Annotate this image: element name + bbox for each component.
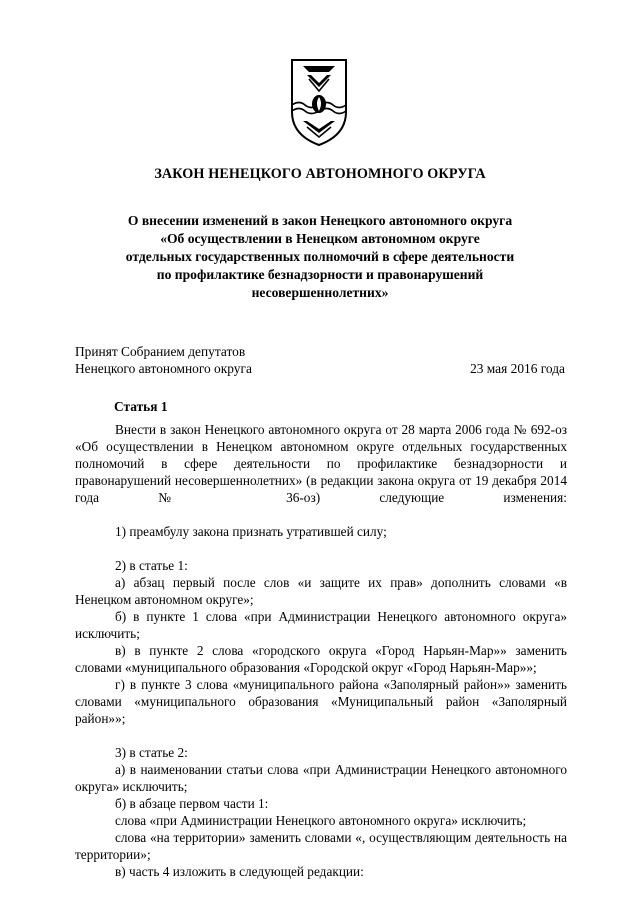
paragraph: 1) преамбулу закона признать утратившей силу;: [115, 524, 387, 539]
law-subtitle: [70, 212, 570, 302]
coat-of-arms-icon: [289, 57, 349, 147]
article-body: [75, 421, 567, 880]
paragraph: 2) в статье 1:: [115, 558, 188, 573]
paragraph: г) в пункте 3 слова «муниципального района «Заполярный район»» заменить словами «муниципального образования «Муниципальный район «Заполярный район»»;: [75, 677, 567, 726]
paragraph: в) в пункте 2 слова «городского округа «Город Нарьян-Мар»» заменить словами «муниципального образования «Городской округ «Город Нарьян-Мар»»;: [75, 643, 567, 675]
paragraph: б) в абзаце первом части 1:: [115, 796, 269, 811]
adoption-date: 23 мая 2016 года: [470, 361, 565, 376]
adopted-by-line: Принят Собранием депутатов: [75, 344, 246, 359]
paragraph: б) в пункте 1 слова «при Администрации Ненецкого автономного округа» исключить;: [75, 609, 567, 641]
subtitle-line: по профилактике безнадзорности и правонарушений: [156, 267, 484, 282]
subtitle-line: несовершеннолетних»: [251, 285, 389, 300]
paragraph: 3) в статье 2:: [115, 745, 188, 760]
adopted-by-line: Ненецкого автономного округа: [75, 361, 252, 376]
subtitle-line: отдельных государственных полномочий в сфере деятельности: [125, 249, 515, 264]
paragraph: Внести в закон Ненецкого автономного округа от 28 марта 2006 года № 692-оз «Об осуществлении в Ненецком автономном округе отдельных государственных полномочий в сфере деятельности по профилактике безнадзорности и правонарушений несовершеннолетних» (в редакции закона округа от 19 декабря 2014 года № 36-оз) следующие изменения:: [75, 422, 567, 505]
subtitle-line: «Об осуществлении в Ненецком автономном округе: [160, 231, 480, 246]
subtitle-line: О внесении изменений в закон Ненецкого автономного округа: [127, 213, 513, 228]
paragraph: а) абзац первый после слов «и защите их прав» дополнить словами «в Ненецком автономном округе»;: [75, 575, 567, 607]
law-title: ЗАКОН НЕНЕЦКОГО АВТОНОМНОГО ОКРУГА: [154, 166, 486, 182]
adoption-block: [75, 343, 565, 377]
paragraph: слова «при Администрации Ненецкого автономного округа» исключить;: [115, 813, 527, 828]
article-heading: Статья 1: [114, 399, 168, 414]
paragraph: в) часть 4 изложить в следующей редакции:: [115, 864, 364, 879]
paragraph: а) в наименовании статьи слова «при Администрации Ненецкого автономного округа» исключить;: [75, 762, 567, 794]
paragraph: слова «на территории» заменить словами «, осуществляющим деятельность на территории»;: [75, 830, 567, 862]
